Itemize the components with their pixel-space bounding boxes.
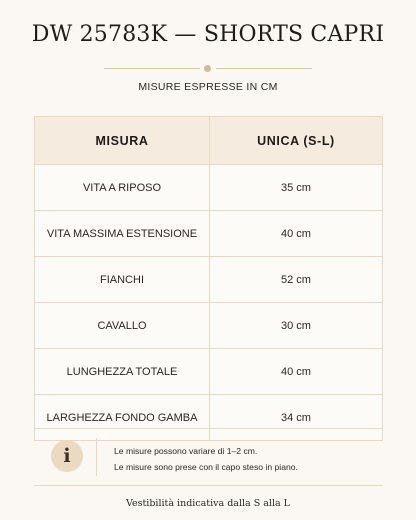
fit-footer: Vestibilità indicativa dalla S alla L	[126, 498, 290, 509]
size-table	[34, 116, 383, 441]
divider-line-right	[216, 68, 312, 69]
row-label: VITA A RIPOSO	[35, 165, 210, 211]
row-label: CAVALLO	[35, 303, 210, 349]
table-row	[35, 165, 383, 211]
divider-dot-icon	[204, 65, 211, 72]
row-value: 40 cm	[210, 349, 383, 395]
note-line-method: Le misure sono prese con il capo steso in piano.	[114, 462, 298, 472]
units-subtitle: MISURE ESPRESSE IN CM	[138, 81, 278, 93]
row-value: 52 cm	[210, 257, 383, 303]
divider-line-left	[104, 68, 200, 69]
row-label: LUNGHEZZA TOTALE	[35, 349, 210, 395]
column-header-size: UNICA (S-L)	[210, 117, 383, 165]
title-divider	[104, 66, 312, 72]
table-row	[35, 257, 383, 303]
table-row	[35, 303, 383, 349]
row-value: 40 cm	[210, 211, 383, 257]
table-row	[35, 349, 383, 395]
row-label: VITA MASSIMA ESTENSIONE	[35, 211, 210, 257]
page-title: DW 25783K — SHORTS CAPRI	[31, 22, 385, 47]
info-icon: i	[51, 440, 83, 472]
row-value: 34 cm	[210, 395, 383, 441]
note-line-variation: Le misure possono variare di 1–2 cm.	[114, 446, 258, 456]
note-divider	[96, 438, 97, 476]
table-header-row	[35, 117, 383, 165]
column-header-measure: MISURA	[35, 117, 210, 165]
row-value: 35 cm	[210, 165, 383, 211]
row-label: LARGHEZZA FONDO GAMBA	[35, 395, 210, 441]
table-row	[35, 211, 383, 257]
row-label: FIANCHI	[35, 257, 210, 303]
measurement-note	[34, 428, 383, 486]
row-value: 30 cm	[210, 303, 383, 349]
